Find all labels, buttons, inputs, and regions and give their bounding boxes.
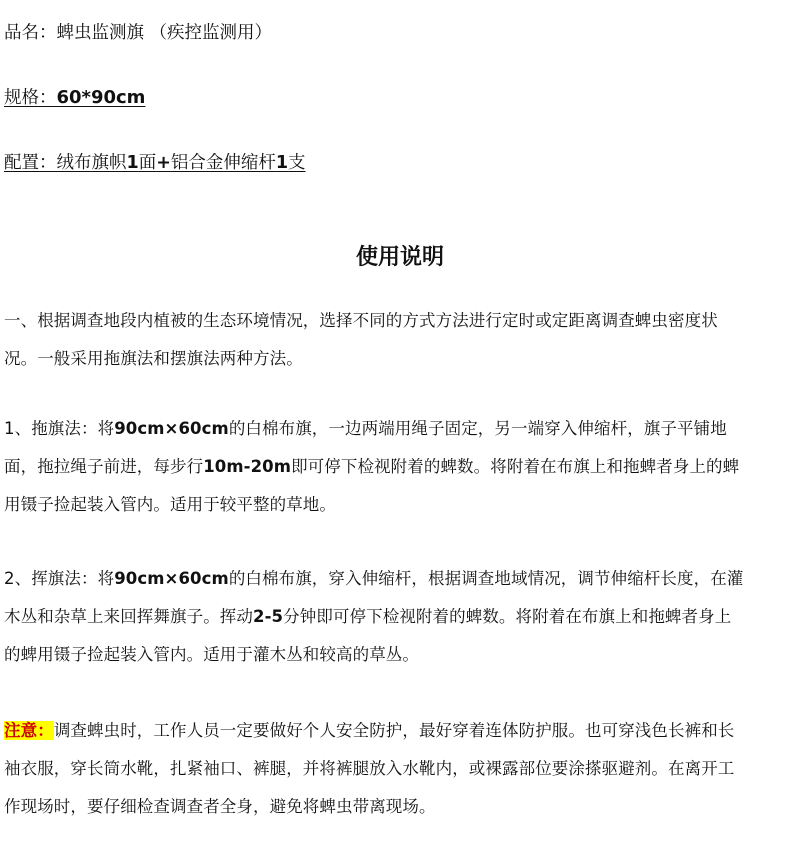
config-plus: + <box>156 153 171 173</box>
spec-label: 规格： <box>4 88 57 108</box>
instructions-title: 使用说明 <box>355 245 444 270</box>
wave-line-1-text-c: 的白棉布旗，穿入伸缩杆，根据调查地域情况，调节伸缩杆长度，在灌 <box>228 569 744 588</box>
intro-line-2: 况。一般采用拖旗法和摆旗法两种方法。 <box>4 349 303 368</box>
product-name-line <box>4 22 272 44</box>
config-pole-unit: 支 <box>288 153 306 173</box>
wave-line-2-text-c: 分钟即可停下检视附着的蜱数。将附着在布旗上和拖蜱者身上 <box>283 607 732 626</box>
wave-line-2 <box>4 598 796 636</box>
config-flag-count: 1 <box>126 153 139 173</box>
drag-line-2-distance: 10m-20m <box>203 457 292 476</box>
drag-line-1-size: 90cm×60cm <box>114 419 229 438</box>
intro-paragraph <box>4 302 796 378</box>
spec-value: 60*90cm <box>56 87 146 108</box>
note-line-1-text: 调查蜱虫时，工作人员一定要做好个人安全防护，最好穿着连体防护服。也可穿浅色长裤和长 <box>53 721 735 740</box>
wave-line-1 <box>4 560 796 598</box>
product-label: 品名： <box>4 23 57 43</box>
wave-line-1-text-a: 2、挥旗法：将 <box>4 569 115 588</box>
config-flag: 绒布旗帜 <box>56 153 127 173</box>
drag-line-3: 用镊子捡起装入管内。适用于较平整的草地。 <box>4 495 336 514</box>
wave-method-paragraph <box>4 560 796 674</box>
spec-line <box>4 87 145 109</box>
wave-line-2-duration: 2-5 <box>253 607 284 626</box>
config-pole: 铝合金伸缩杆 <box>170 153 276 173</box>
intro-line-1: 一、根据调查地段内植被的生态环境情况，选择不同的方式方法进行定时或定距离调查蜱虫密度状 <box>4 311 718 330</box>
note-line-1 <box>4 712 796 750</box>
wave-line-3: 的蜱用镊子捡起装入管内。适用于灌木丛和较高的草丛。 <box>4 645 419 664</box>
wave-line-1-size: 90cm×60cm <box>114 569 229 588</box>
note-paragraph <box>4 712 796 826</box>
config-label: 配置： <box>4 153 57 173</box>
drag-line-1-text-c: 的白棉布旗，一边两端用绳子固定，另一端穿入伸缩杆，旗子平铺地 <box>228 419 727 438</box>
drag-line-2-text-a: 面，拖拉绳子前进，每步行 <box>4 457 204 476</box>
config-flag-unit: 面 <box>138 153 157 173</box>
drag-line-1 <box>4 410 796 448</box>
drag-line-1-text-a: 1、拖旗法：将 <box>4 419 115 438</box>
config-line <box>4 152 306 174</box>
drag-line-2-text-c: 即可停下检视附着的蜱数。将附着在布旗上和拖蜱者身上的蜱 <box>291 457 740 476</box>
config-pole-count: 1 <box>275 153 289 173</box>
wave-line-2-text-a: 木丛和杂草上来回挥舞旗子。挥动 <box>4 607 253 626</box>
note-line-3: 作现场时，要仔细检查调查者全身，避免将蜱虫带离现场。 <box>4 797 436 816</box>
drag-line-2 <box>4 448 796 486</box>
drag-method-paragraph <box>4 410 796 524</box>
note-label: 注意： <box>4 721 54 740</box>
product-name: 蜱虫监测旗 （疾控监测用） <box>56 23 273 43</box>
note-line-2: 袖衣服，穿长筒水靴，扎紧袖口、裤腿，并将裤腿放入水靴内，或裸露部位要涂搽驱避剂。在离开工 <box>4 759 735 778</box>
